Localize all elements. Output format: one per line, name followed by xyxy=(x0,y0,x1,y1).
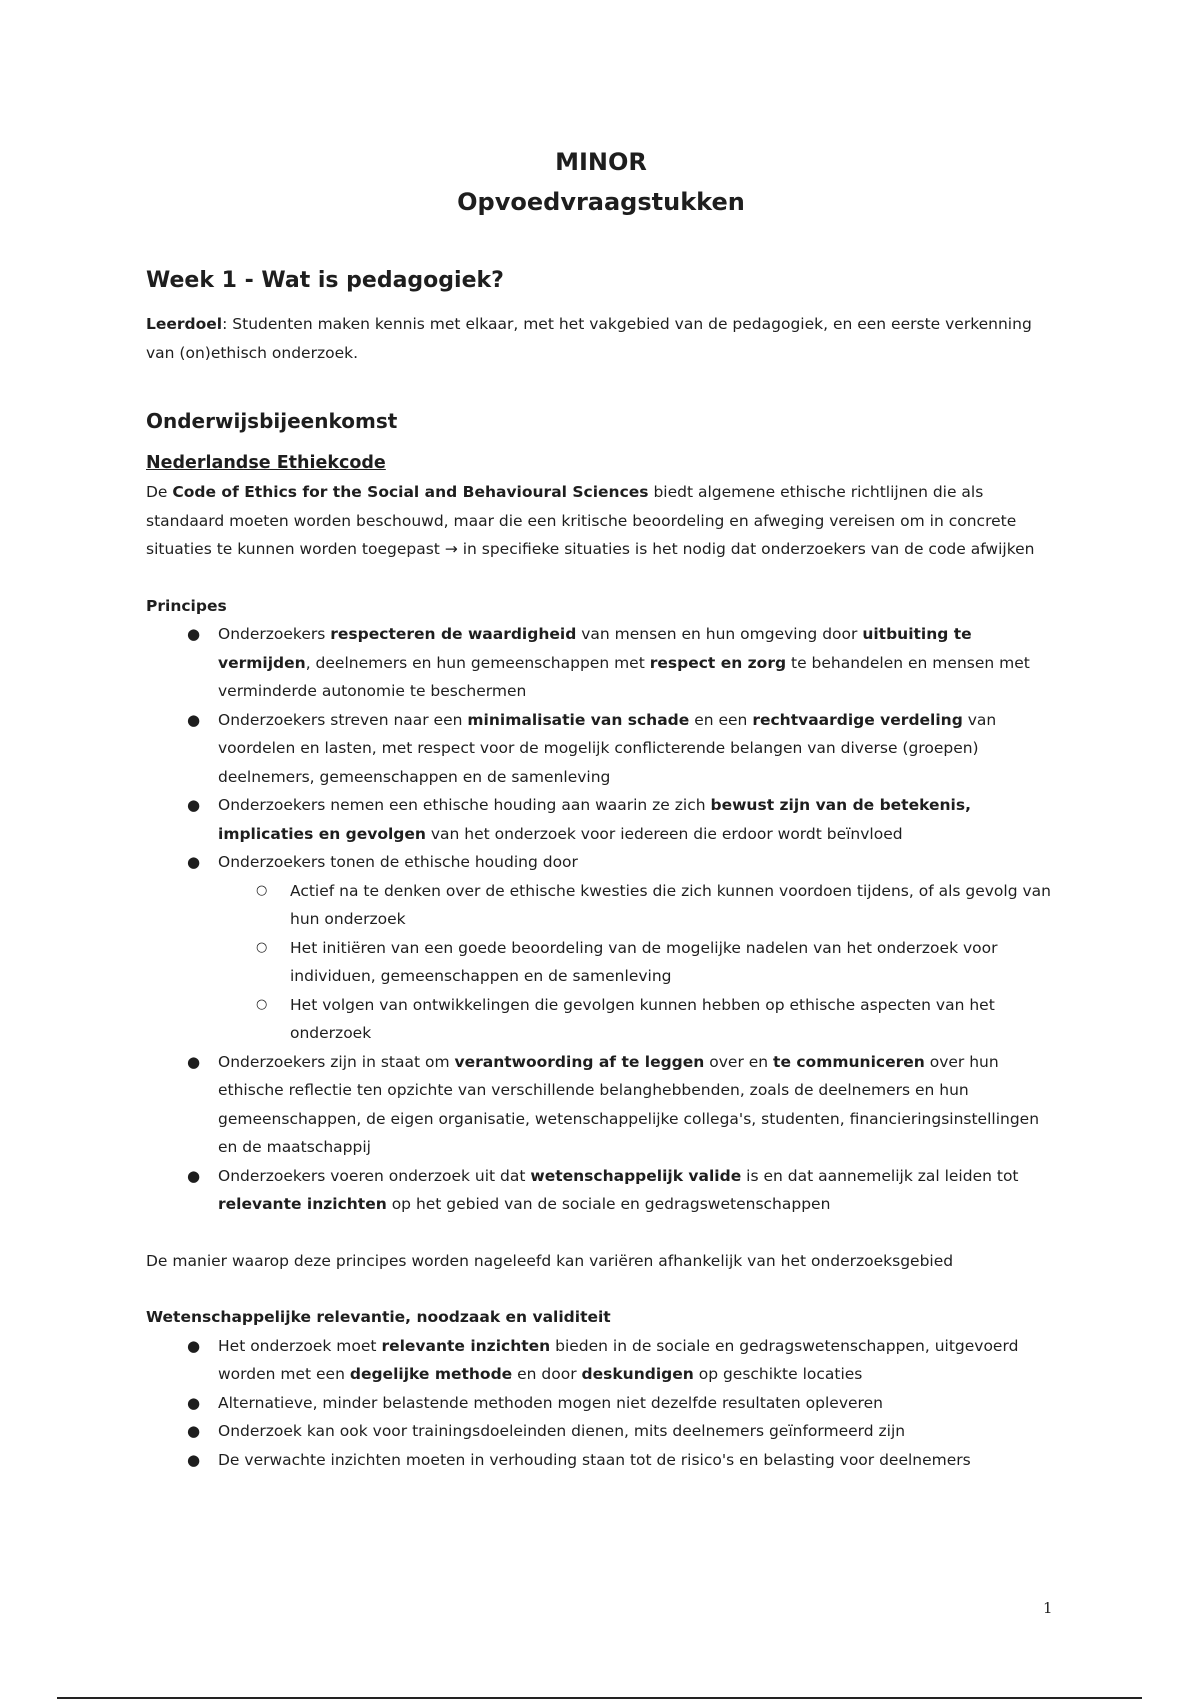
item-text: over hun ethische reflectie ten opzichte van verschillende belanghebbenden, zoals de deelnemers en hun gemeenschappen, de eigen organisatie, wetenschappelijke collega's, studenten, financieringsinstellingen en de maatschappij xyxy=(218,1052,1040,1156)
bullet-icon: ● xyxy=(187,1422,201,1440)
document-page xyxy=(146,142,1056,1474)
item-bold: deskundigen xyxy=(581,1365,694,1383)
item-text: Alternatieve, minder belastende methoden mogen niet dezelfde resultaten opleveren xyxy=(218,1393,883,1412)
item-text: en door xyxy=(512,1365,582,1383)
item-text: Onderzoekers nemen een ethische houding aan waarin ze zich xyxy=(218,796,711,814)
bullet-icon: ● xyxy=(187,1393,201,1412)
item-bold: rechtvaardige verdeling xyxy=(752,710,963,729)
item-text: op het gebied van de sociale en gedragswetenschappen xyxy=(386,1195,831,1213)
page-number: 1 xyxy=(1043,1599,1053,1617)
item-text: Onderzoekers zijn in staat om xyxy=(218,1052,455,1071)
section-heading: Onderwijsbijeenkomst xyxy=(146,409,398,433)
bullet-icon: ● xyxy=(187,853,201,871)
bullet-icon: ● xyxy=(187,1166,201,1185)
list-item xyxy=(146,1389,1056,1418)
item-text: bieden in de sociale en gedragswetenschappen, uitgevoerd worden met een xyxy=(218,1336,1019,1383)
item-text: Onderzoekers xyxy=(218,625,331,643)
item-text: is en dat aannemelijk zal leiden tot xyxy=(741,1166,1019,1185)
week-heading: Week 1 - Wat is pedagogiek? xyxy=(146,268,504,293)
intro-text-1: De xyxy=(146,483,173,501)
wetenschappelijk-heading: Wetenschappelijke relevantie, noodzaak en validiteit xyxy=(146,1308,611,1326)
spacer xyxy=(146,1219,1056,1247)
item-bold: minimalisatie van schade xyxy=(467,710,690,729)
item-text: Onderzoekers tonen de ethische houding door xyxy=(218,853,578,871)
item-text: van het onderzoek voor iedereen die erdoor wordt beïnvloed xyxy=(425,824,903,843)
bullet-icon: ● xyxy=(187,1336,201,1355)
bullet-icon: ● xyxy=(187,710,201,729)
item-text: Het onderzoek moet xyxy=(218,1336,382,1355)
item-text: Onderzoek kan ook voor trainingsdoeleinden dienen, mits deelnemers geïnformeerd zijn xyxy=(218,1422,906,1440)
sub-item-text: Het initiëren van een goede beoordeling van de mogelijke nadelen van het onderzoek voor individuen, gemeenschappen en de samenleving xyxy=(290,938,998,985)
item-text: Onderzoekers voeren onderzoek uit dat xyxy=(218,1166,531,1185)
bullet-icon: ● xyxy=(187,1450,201,1469)
item-bold: uitbuiting te vermijden xyxy=(218,625,972,672)
item-bold: relevante inzichten xyxy=(218,1195,387,1213)
sub-list-item xyxy=(218,991,1056,1048)
item-bold: degelijke methode xyxy=(349,1365,513,1383)
list-item xyxy=(146,791,1056,848)
intro-text-2: biedt algemene ethische richtlijnen die als standaard moeten worden beschouwd, maar die een kritische beoordeling en afweging vereisen om in concrete situaties te kunnen worden toegepast → in specifieke situaties is het nodig dat onderzoekers van de code afwijken xyxy=(146,483,1035,558)
list-item xyxy=(146,1332,1056,1389)
title-line-2: Opvoedvraagstukken xyxy=(457,188,745,216)
item-bold: te communiceren xyxy=(773,1052,925,1071)
list-item xyxy=(146,1048,1056,1162)
sub-item-text: Het volgen van ontwikkelingen die gevolgen kunnen hebben op ethische aspecten van het onderzoek xyxy=(290,995,995,1042)
bullet-icon: ● xyxy=(187,1052,201,1071)
intro-bold-1: Code of Ethics for the Social and Behavioural Sciences xyxy=(172,483,649,501)
bottom-divider xyxy=(57,1697,1142,1699)
sub-list xyxy=(218,877,1056,1048)
intro-paragraph xyxy=(146,478,1056,564)
list-item xyxy=(146,620,1056,706)
item-text: van mensen en hun omgeving door xyxy=(576,625,863,643)
item-bold: respect en zorg xyxy=(649,653,787,672)
sub-list-item xyxy=(218,934,1056,991)
document-title xyxy=(146,142,1056,222)
circle-bullet-icon: ○ xyxy=(256,996,268,1012)
leerdoel-paragraph xyxy=(146,310,1056,367)
list-item xyxy=(146,1446,1056,1475)
item-text: van voordelen en lasten, met respect voor de mogelijk conflicterende belangen van diverse (groepen) deelnemers, gemeenschappen en de samenleving xyxy=(218,710,997,786)
item-bold: respecteren de waardigheid xyxy=(330,625,577,643)
title-line-1: MINOR xyxy=(555,148,647,176)
principes-note: De manier waarop deze principes worden nageleefd kan variëren afhankelijk van het onderzoeksgebied xyxy=(146,1251,954,1270)
sub-list-item xyxy=(218,877,1056,934)
wetenschappelijk-list xyxy=(146,1332,1056,1475)
item-text: te behandelen en mensen met verminderde autonomie te beschermen xyxy=(218,653,1030,700)
item-text: Onderzoekers streven naar een xyxy=(218,710,468,729)
item-text: over en xyxy=(704,1052,774,1071)
bullet-icon: ● xyxy=(187,796,201,814)
item-bold: relevante inzichten xyxy=(381,1336,551,1355)
item-text: op geschikte locaties xyxy=(693,1365,863,1383)
item-text: , deelnemers en hun gemeenschappen met xyxy=(305,653,650,672)
sub-item-text: Actief na te denken over de ethische kwesties die zich kunnen voordoen tijdens, of als gevolg van hun onderzoek xyxy=(290,881,1051,928)
item-bold: wetenschappelijk valide xyxy=(530,1166,742,1185)
item-text: en een xyxy=(689,710,753,729)
leerdoel-text: : Studenten maken kennis met elkaar, met het vakgebied van de pedagogiek, en een eerste verkenning van (on)ethisch onderzoek. xyxy=(146,315,1032,362)
item-bold: bewust zijn van de betekenis, implicaties en gevolgen xyxy=(218,796,971,843)
list-item xyxy=(146,1417,1056,1446)
item-text: De verwachte inzichten moeten in verhouding staan tot de risico's en belasting voor deelnemers xyxy=(218,1450,971,1469)
circle-bullet-icon: ○ xyxy=(256,882,268,898)
principes-heading: Principes xyxy=(146,596,227,615)
bullet-icon: ● xyxy=(187,625,201,643)
list-item xyxy=(146,848,1056,1048)
principes-list xyxy=(146,620,1056,1219)
list-item xyxy=(146,1162,1056,1219)
list-item xyxy=(146,706,1056,792)
leerdoel-label: Leerdoel xyxy=(146,315,223,333)
circle-bullet-icon: ○ xyxy=(256,939,268,955)
item-bold: verantwoording af te leggen xyxy=(454,1052,705,1071)
subsection-heading: Nederlandse Ethiekcode xyxy=(146,453,386,473)
